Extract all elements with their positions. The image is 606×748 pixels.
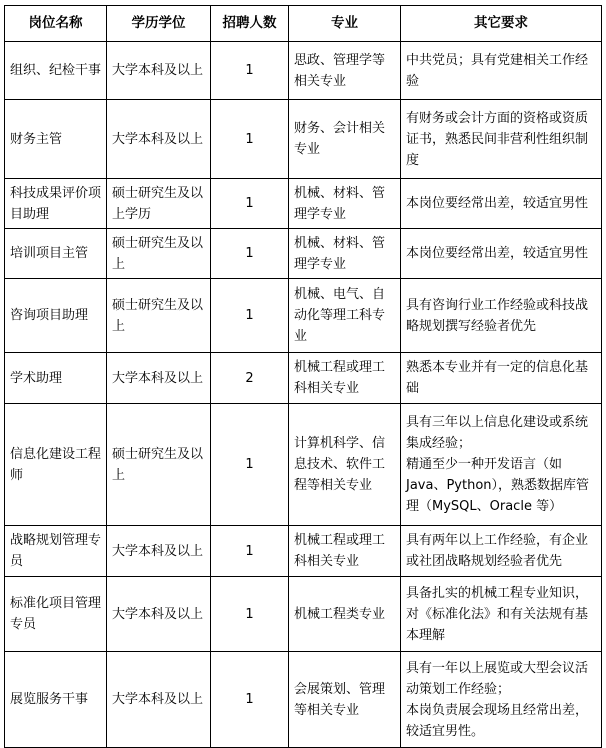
other-line: 精通至少一种开发语言（如Java、Python），熟悉数据库管理（MySQL、Oracle 等） [406, 457, 590, 514]
cell-count: 1 [211, 179, 289, 229]
cell-position: 展览服务干事 [5, 652, 107, 748]
cell-education: 硕士研究生及以上 [107, 404, 211, 526]
cell-major: 计算机科学、信息技术、软件工程等相关专业 [289, 404, 401, 526]
cell-major: 机械、材料、管理学专业 [289, 229, 401, 279]
recruitment-table [4, 5, 602, 748]
cell-position: 培训项目主管 [5, 229, 107, 279]
table-row [5, 179, 602, 229]
table-row [5, 652, 602, 748]
header-position: 岗位名称 [5, 6, 107, 42]
cell-other [401, 100, 602, 179]
cell-education: 硕士研究生及以上 [107, 279, 211, 353]
cell-position: 咨询项目助理 [5, 279, 107, 353]
cell-other [401, 279, 602, 353]
table-row [5, 100, 602, 179]
cell-education: 大学本科及以上 [107, 577, 211, 652]
table-row [5, 577, 602, 652]
cell-major: 机械、电气、自动化等理工科专业 [289, 279, 401, 353]
cell-major: 机械工程或理工科相关专业 [289, 526, 401, 577]
cell-other [401, 42, 602, 100]
other-line: 中共党员；具有党建相关工作经验 [406, 52, 589, 89]
cell-other [401, 526, 602, 577]
cell-count: 1 [211, 577, 289, 652]
other-line: 本岗位要经常出差，较适宜男性 [406, 246, 589, 261]
cell-education: 硕士研究生及以上 [107, 229, 211, 279]
cell-other [401, 179, 602, 229]
header-other: 其它要求 [401, 6, 602, 42]
cell-major: 财务、会计相关专业 [289, 100, 401, 179]
cell-count: 1 [211, 526, 289, 577]
table-row [5, 42, 602, 100]
other-line: 具备扎实的机械工程专业知识，对《标准化法》和有关法规有基本理解 [406, 585, 589, 643]
header-row [5, 6, 602, 42]
other-line: 具有咨询行业工作经验或科技战略规划撰写经验者优先 [406, 297, 589, 334]
other-line: 具有三年以上信息化建设或系统集成经验； [406, 415, 589, 451]
cell-position: 科技成果评价项目助理 [5, 179, 107, 229]
cell-education: 大学本科及以上 [107, 526, 211, 577]
cell-major: 思政、管理学等相关专业 [289, 42, 401, 100]
cell-position: 信息化建设工程师 [5, 404, 107, 526]
cell-major: 机械工程类专业 [289, 577, 401, 652]
other-line: 有财务或会计方面的资格或资质证书，熟悉民间非营利性组织制度 [406, 110, 589, 168]
cell-count: 1 [211, 100, 289, 179]
cell-count: 1 [211, 229, 289, 279]
cell-other [401, 577, 602, 652]
cell-education: 大学本科及以上 [107, 353, 211, 404]
cell-count: 1 [211, 42, 289, 100]
cell-education: 大学本科及以上 [107, 652, 211, 748]
cell-count: 1 [211, 279, 289, 353]
cell-other [401, 353, 602, 404]
header-count: 招聘人数 [211, 6, 289, 42]
cell-education: 硕士研究生及以上学历 [107, 179, 211, 229]
table-row [5, 404, 602, 526]
other-line: 熟悉本专业并有一定的信息化基础 [406, 360, 589, 396]
cell-position: 学术助理 [5, 353, 107, 404]
other-line: 本岗位要经常出差，较适宜男性 [406, 196, 589, 211]
cell-position: 标准化项目管理专员 [5, 577, 107, 652]
other-line: 具有一年以上展览或大型会议活动策划工作经验； [406, 660, 589, 697]
other-line: 本岗负责展会现场且经常出差，较适宜男性。 [406, 702, 589, 739]
cell-position: 财务主管 [5, 100, 107, 179]
cell-other [401, 229, 602, 279]
cell-major: 机械、材料、管理学专业 [289, 179, 401, 229]
cell-position: 组织、纪检干事 [5, 42, 107, 100]
cell-count: 1 [211, 404, 289, 526]
cell-count: 1 [211, 652, 289, 748]
table-row [5, 526, 602, 577]
cell-other [401, 652, 602, 748]
table-row [5, 279, 602, 353]
header-education: 学历学位 [107, 6, 211, 42]
cell-major: 机械工程或理工科相关专业 [289, 353, 401, 404]
cell-position: 战略规划管理专员 [5, 526, 107, 577]
other-line: 具有两年以上工作经验，有企业或社团战略规划经验者优先 [406, 533, 589, 569]
cell-education: 大学本科及以上 [107, 100, 211, 179]
cell-education: 大学本科及以上 [107, 42, 211, 100]
table-row [5, 229, 602, 279]
cell-major: 会展策划、管理等相关专业 [289, 652, 401, 748]
cell-count: 2 [211, 353, 289, 404]
header-major: 专业 [289, 6, 401, 42]
table-row [5, 353, 602, 404]
cell-other [401, 404, 602, 526]
